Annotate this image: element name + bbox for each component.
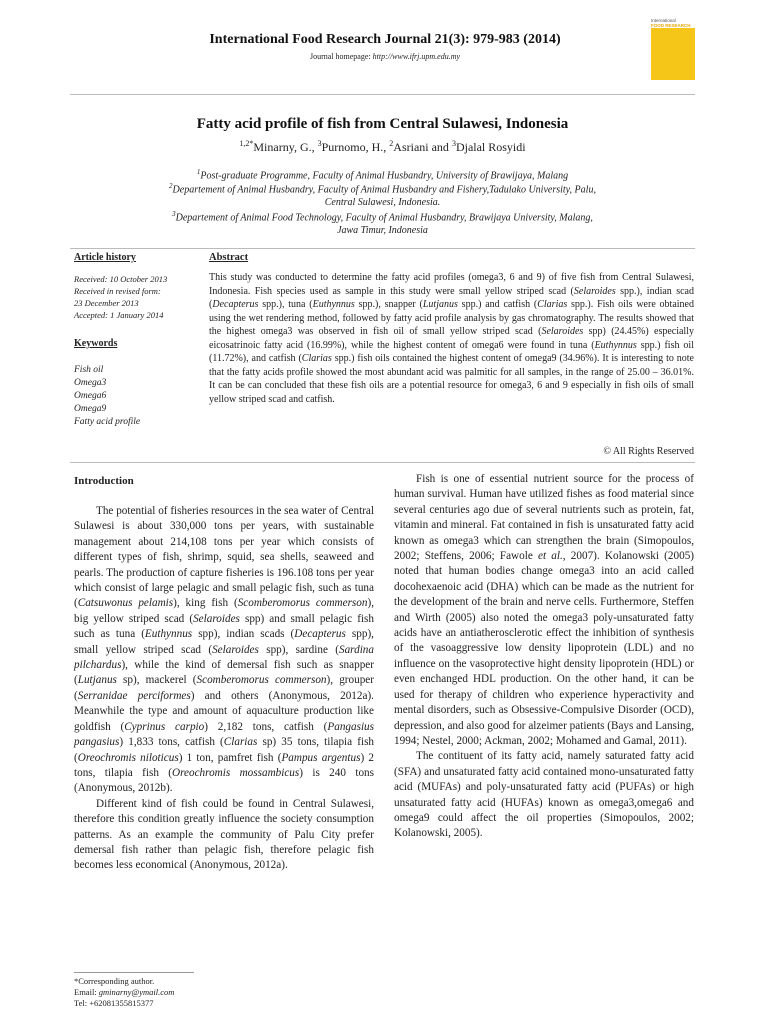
email-link[interactable]: gminarny@ymail.com	[98, 987, 175, 997]
journal-logo	[625, 18, 695, 88]
footnote-divider	[74, 972, 194, 973]
left-column	[74, 504, 374, 874]
paper-title: Fatty acid profile of fish from Central Sulawesi, Indonesia	[196, 116, 569, 132]
right-column	[394, 472, 694, 842]
keyword-item: Omega9	[74, 404, 107, 414]
abstract-divider	[70, 248, 695, 249]
revised-date: 23 December 2013	[74, 298, 139, 308]
journal-homepage	[200, 52, 570, 61]
revised-label: Received in revised form:	[74, 286, 161, 296]
article-history-heading: Article history	[74, 252, 136, 263]
abstract-body: This study was conducted to determine the fatty acid profiles (omega3, 6 and 9) of five fish from Central Sulawesi, Indonesia. Fish species used as sample in this study were small yellow striped scad (Selaroides spp.), indian scad (Decapterus spp.), tuna (Euthynnus spp.), snapper (Lutjanus spp.) and catfish (Clarias spp.). Fish oils were obtained using the wet rendering method, followed by fatty acid profile analysis by gas chromatography. The results showed that the highest omega3 was observed in fish oil of small yellow striped scad (Selaroides spp) (24.45%) especially eicosatrinoic fatty acid (16.99%), while the highest content of omega6 were found in tuna (Euthynnus spp.) fish oil (11.72%), and catfish (Clarias spp.) fish oils contained the highest content of omega9 (34.96%). It is interesting to note that the fatty acids profile showed the most abundant acid was palmitic for all samples, in the range of 25.00 – 36.01%. It can be can concluded that these fish oils are a potential resource for omega3, 6 and 9 especially in fish oils of small yellow striped scad and catfish.	[209, 272, 694, 405]
logo-text: International FOOD RESEARCH	[651, 18, 691, 28]
intro-paragraph-3: Fish is one of essential nutrient source for the process of human survival. Human have utilized fishes as food material since several centuries ago due of several nutrients such as protein, fat, vitamin and mineral. Fat contained in fish is unsaturated fatty acid known as omega3 which can strengthen the brain (Simopoulos, 2002; Steffens, 2006; Fawole et al., 2007). Kolanowski (2005) noted that human bodies change omega3 into an acid called docohexaenoic acid (DHA) which can be made as the nutrient for the development of the brain and nerve cells. Furthermore, Steffen and Wirth (2005) also noted the omega3 poly-unsaturated fatty acids have an antiatherosclerotic effect the inhibition of synthesis of the vasoaggressive low density lipoprotein (LDL) and no influence on the vasoprotective hight density lipoprotein (HDL) or even enchanged HDL production. On the other hand, it can be used for therapy of children who experience hyperactivity and mental disorders, such as Obsessive-Compulsive Disorder (OCD), depression, and also good for alzeimer patients (Bays and Lansing, 1994; Nestel, 2000; Ackman, 2002; Mohamed and Gamal, 2011).	[394, 473, 695, 747]
keyword-item: Fish oil	[74, 365, 104, 375]
affiliation-2: $^2$Departement of Animal Husbandry, Faculty of Animal Husbandry and Fishery,Tadulako University, Palu, Central Sulawesi, Indonesia.	[169, 182, 596, 209]
affiliation-1: $^1$Post-graduate Programme, Faculty of Animal Husbandry, University of Brawijaya, Malang	[196, 168, 569, 182]
header-divider	[70, 94, 695, 95]
keywords-heading: Keywords	[74, 338, 118, 349]
homepage-label: Journal homepage:	[309, 52, 373, 61]
homepage-link[interactable]: http://www.ifrj.upm.edu.my	[372, 52, 461, 61]
copyright-notice: © All Rights Reserved	[603, 446, 694, 457]
author-list: $^{1,2*}$Minarny, G., $^3$Purnomo, H., $^2$Asriani and $^3$Djalal Rosyidi	[239, 139, 526, 154]
keyword-item: Fatty acid profile	[74, 417, 141, 427]
intro-paragraph-1: The potential of fisheries resources in the sea water of Central Sulawesi is about 330,000 tons per years, with sustainable management about 214,108 tons per year which consists of different types of fish, shrimp, squid, sea shells, seaweed and pearls. The production of capture fisheries is 196.108 tons per year which consist of large pelagic and small pelagic fish, such as tuna (Catsuwonus pelamis), king fish (Scomberomorus commerson), big yellow striped scad (Selaroides spp) and small pelagic fish such as tuna (Euthynnus spp), indian scads (Decapterus spp), small yellow striped scad (Selaroides spp), sardine (Sardina pilchardus), while the kind of demersal fish such as snapper (Lutjanus sp), mackerel (Scomberomorus commerson), grouper (Serranidae perciformes) and others (Anonymous, 2012a). Meanwhile the type and amount of aquaculture production like goldfish (Cyprinus carpio) 2,182 tons, catfish (Pangasius pangasius) 1,833 tons, catfish (Clarias sp) 35 tons, tilapia fish (Oreochromis niloticus) 1 ton, pamfret fish (Pampus argentus) 2 tons, tilapia fish (Oreochromis mossambicus) is 240 tons (Anonymous, 2012b).	[74, 505, 375, 795]
affiliation-3: $^3$Departement of Animal Food Technology, Faculty of Animal Husbandry, Brawijaya University, Malang, Jawa Timur, Indonesia	[172, 210, 593, 237]
logo-yellow-block	[651, 28, 695, 80]
keyword-item: Omega3	[74, 378, 107, 388]
journal-title: International Food Research Journal 21(3): 979-983 (2014)	[209, 32, 561, 47]
intro-paragraph-2: Different kind of fish could be found in Central Sulawesi, therefore this condition greatly influence the society consumption patterns. As an example the community of Palu City prefer demersal fish rather than pelagic fish, therefore pelagic fish becomes less economical (Anonymous, 2012a).	[74, 797, 374, 872]
author-phone: Tel: +62081355815377	[74, 998, 154, 1008]
intro-divider	[70, 462, 695, 463]
received-date: Received: 10 October 2013	[74, 274, 168, 284]
intro-paragraph-4: The contituent of its fatty acid, namely saturated fatty acid (SFA) and unsaturated fatty acid contained mono-unsaturated fatty acid (MUFAs) and poly-unsaturated fatty acid (PUFAs) or high unsaturated fatty acid (HUFAs) known as omega3,omega6 and omega9 could affect the oil properties (Simopoulos, 2002; Kolanowski, 2005).	[394, 750, 694, 840]
keyword-item: Omega6	[74, 391, 107, 401]
author-email: Email: gminarny@ymail.com	[74, 987, 175, 997]
corresponding-author: *Corresponding author.	[74, 976, 155, 986]
accepted-date: Accepted: 1 January 2014	[74, 310, 164, 320]
abstract-heading: Abstract	[209, 252, 249, 263]
introduction-heading: Introduction	[74, 475, 134, 487]
